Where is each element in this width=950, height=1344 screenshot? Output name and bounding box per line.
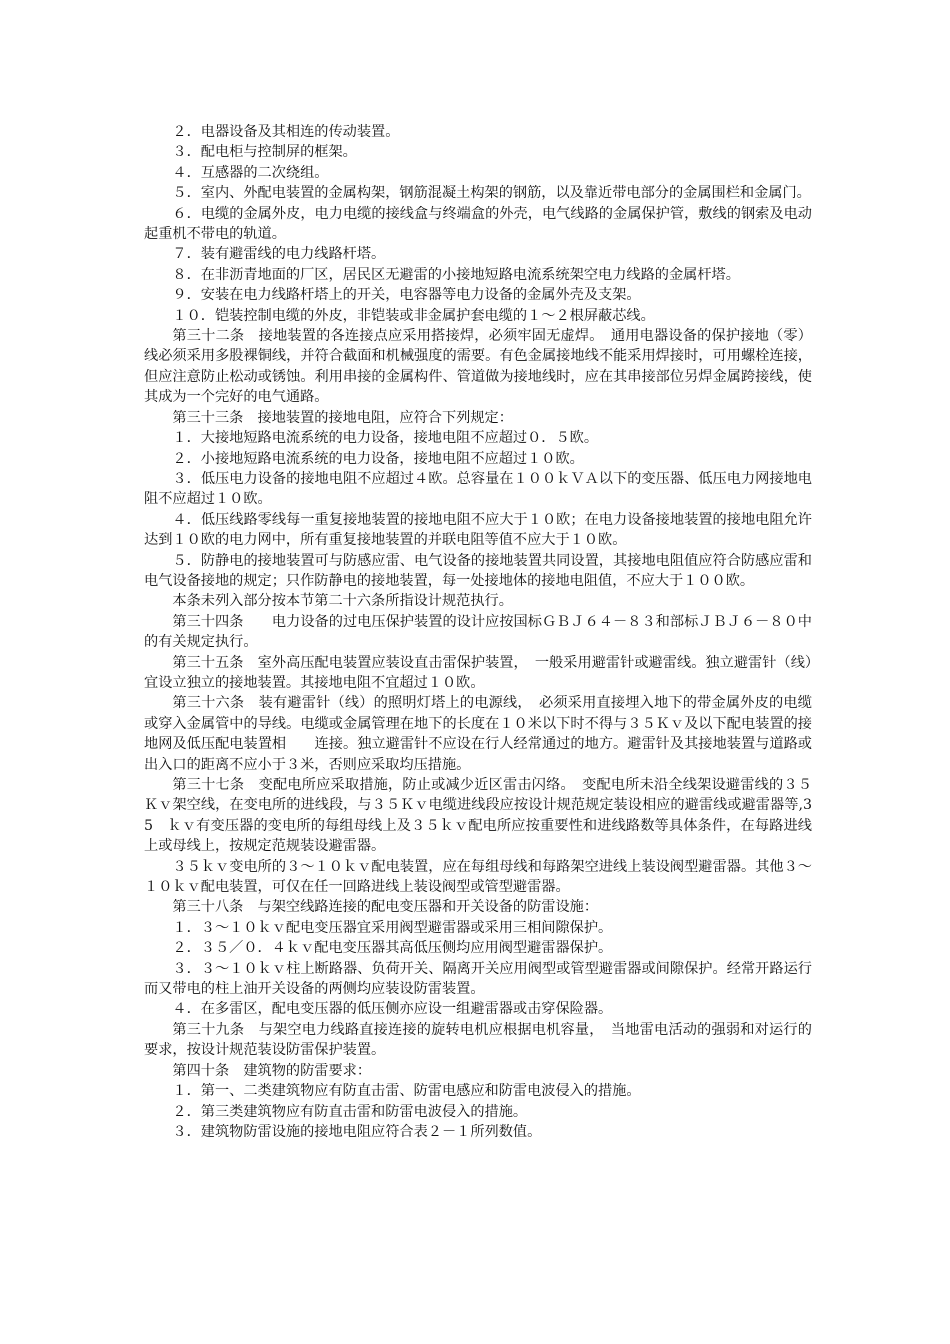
paragraph: ４．在多雷区，配电变压器的低压侧亦应设一组避雷器或击穿保险器。	[172, 1001, 613, 1018]
paragraph: ２．第三类建筑物应有防直击雷和防雷电波侵入的措施。	[172, 1103, 528, 1120]
paragraph: 第三十六条 装有避雷针（线）的照明灯塔上的电源线， 必须采用直接埋入地下的带金属外皮的电缆或穿入金属管中的导线。电缆或金属管理在地下的长度在１０米以下时不得与３５Ｋｖ及以下配电装置的接地网及低压配电装置相 连接。独立避雷针不应设在行人经常通过的地方。避雷针及其接地装置与道路或出入口的距离不应小于３米，否则应采取均压措施。	[144, 695, 812, 773]
paragraph: ５．室内、外配电装置的金属构架，钢筋混凝土构架的钢筋，以及靠近带电部分的金属围栏和金属门。	[172, 185, 811, 202]
paragraph: 本条未列入部分按本节第二十六条所指设计规范执行。	[172, 593, 513, 610]
paragraph: 第三十七条 变配电所应采取措施，防止或减少近区雷击闪络。 变配电所未沿全线架设避雷线的３５Ｋｖ架空线，在变电所的进线段，与３５Ｋｖ电缆进线段应按设计规范规定装设相应的避雷线或避雷器等,35 ｋｖ有变压器的变电所的每组母线上及３５ｋｖ配电所应按重要性和进线路数等具体条件，在每路进线上或母线上，按规定范规装设避雷器。	[144, 777, 812, 855]
paragraph: ４．互感器的二次绕组。	[172, 164, 329, 181]
paragraph: ３．低压电力设备的接地电阻不应超过４欧。总容量在１００ｋＶＡ以下的变压器、低压电力网接地电阻不应超过１０欧。	[144, 470, 812, 508]
paragraph: ４．低压线路零线每一重复接地装置的接地电阻不应大于１０欧；在电力设备接地装置的接地电阻允许达到１０欧的电力网中，所有重复接地装置的并联电阻等值不应大于１０欧。	[144, 511, 812, 549]
paragraph: ７．装有避雷线的电力线路杆塔。	[172, 246, 386, 263]
paragraph: １．３～１０ｋｖ配电变压器宜采用阀型避雷器或采用三相间隙保护。	[172, 919, 613, 936]
paragraph: １．大接地短路电流系统的电力设备，接地电阻不应超过０．５欧。	[172, 430, 599, 447]
paragraph: ８．在非沥青地面的厂区，居民区无避雷的小接地短路电流系统架空电力线路的金属杆塔。	[172, 266, 740, 283]
paragraph: 第三十八条 与架空线路连接的配电变压器和开关设备的防雷设施：	[172, 899, 599, 916]
paragraph: ２．小接地短路电流系统的电力设备，接地电阻不应超过１０欧。	[172, 450, 584, 467]
paragraph: ３５ｋｖ变电所的３～１０ｋｖ配电装置，应在每组母线和每路架空进线上装设阀型避雷器。其他３～１０ｋｖ配电装置，可仅在任一回路进线上装设阀型或管型避雷器。	[144, 858, 812, 896]
paragraph: 第三十四条 电力设备的过电压保护装置的设计应按国标ＧＢＪ６４－８３和部标ＪＢＪ６－８０中的有关规定执行。	[144, 613, 812, 651]
paragraph: ２．电器设备及其相连的传动装置。	[172, 124, 400, 140]
paragraph: ３．配电柜与控制屏的框架。	[172, 144, 357, 161]
paragraph: １．第一、二类建筑物应有防直击雷、防雷电感应和防雷电波侵入的措施。	[172, 1083, 641, 1100]
paragraph: 第三十九条 与架空电力线路直接连接的旋转电机应根据电机容量， 当地雷电活动的强弱和对运行的要求，按设计规范装设防雷保护装置。	[144, 1021, 812, 1059]
paragraph: ９．安装在电力线路杆塔上的开关，电容器等电力设备的金属外壳及支架。	[172, 287, 641, 304]
paragraph: ６．电缆的金属外皮，电力电缆的接线盒与终端盒的外壳，电气线路的金属保护管，敷线的钢索及电动起重机不带电的轨道。	[144, 205, 812, 243]
paragraph: ３．建筑物防雷设施的接地电阻应符合表２－１所列数值。	[172, 1123, 542, 1140]
paragraph: 第三十二条 接地装置的各连接点应采用搭接焊，必须牢固无虚焊。 通用电器设备的保护接地（零）线必须采用多股裸铜线，并符合截面和机械强度的需要。有色金属接地线不能采用焊接时，可用螺栓连接，但应注意防止松动或锈蚀。利用串接的金属构件、管道做为接地线时，应在其串接部位另焊金属跨接线，使其成为一个完好的电气通路。	[144, 328, 812, 406]
paragraph: ３．３～１０ｋｖ柱上断路器、负荷开关、隔离开关应用阀型或管型避雷器或间隙保护。经常开路运行而又带电的柱上油开关设备的两侧均应装设防雷装置。	[144, 960, 812, 998]
paragraph: 第四十条 建筑物的防雷要求：	[172, 1062, 372, 1079]
paragraph: ５．防静电的接地装置可与防感应雷、电气设备的接地装置共同设置，其接地电阻值应符合防感应雷和电气设备接地的规定；只作防静电的接地装置，每一处接地体的接地电阻值，不应大于１００欧。	[144, 552, 812, 589]
paragraph: 第三十五条 室外高压配电装置应装设直击雷保护装置， 一般采用避雷针或避雷线。独立避雷针（线）宜设立独立的接地装置。其接地电阻不宜超过１０欧。	[144, 654, 812, 691]
document-body	[144, 122, 812, 1142]
paragraph: １０．铠装控制电缆的外皮，非铠装或非金属护套电缆的１～２根屏蔽芯线。	[172, 307, 655, 324]
paragraph: 第三十三条 接地装置的接地电阻，应符合下列规定：	[172, 409, 513, 426]
paragraph: ２．３５／０．４ｋｖ配电变压器其高低压侧均应用阀型避雷器保护。	[172, 940, 613, 957]
